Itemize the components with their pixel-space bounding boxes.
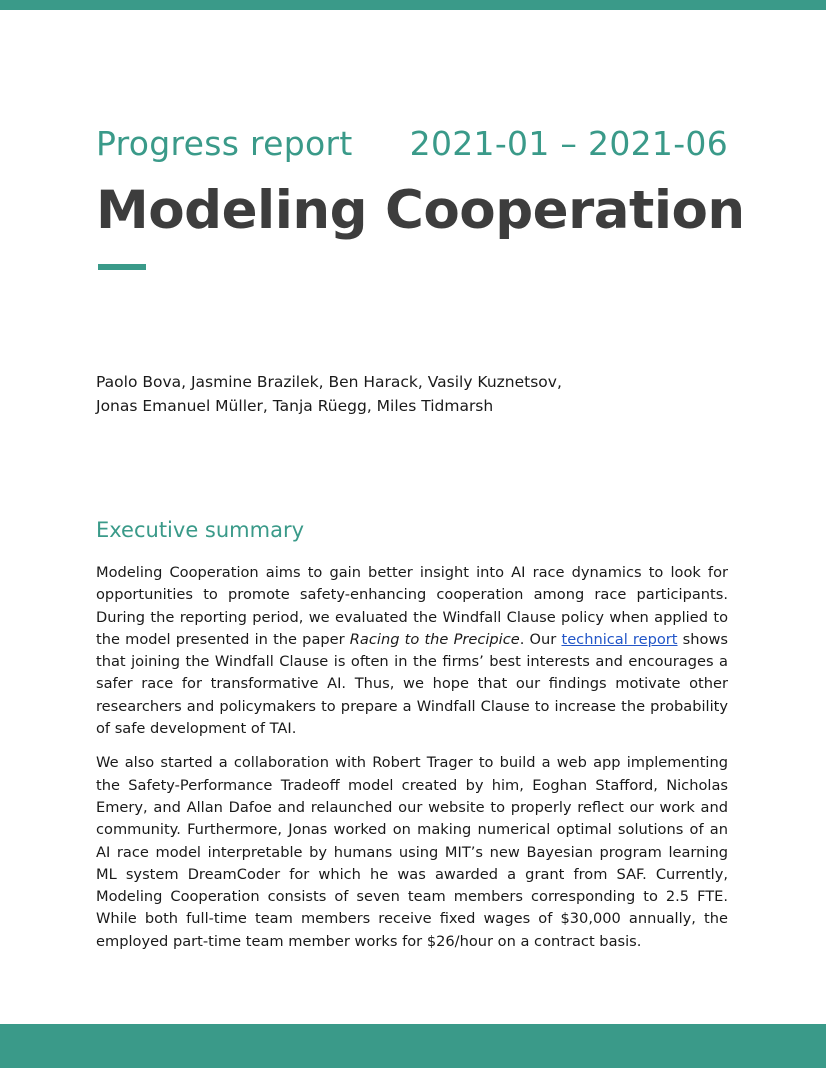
report-label: Progress report — [96, 124, 353, 163]
paragraph-1-text-b: . Our — [519, 630, 562, 648]
section-heading-executive-summary: Executive summary — [96, 518, 305, 542]
author-line-2: Jonas Emanuel Müller, Tanja Rüegg, Miles Tidmarsh — [96, 397, 494, 415]
top-accent-bar — [0, 0, 826, 10]
executive-summary-body — [96, 562, 728, 965]
paper-title: Racing to the Precipice — [349, 630, 520, 648]
author-list — [96, 370, 728, 418]
report-period: 2021-01 – 2021-06 — [409, 124, 728, 163]
title-underline-accent — [98, 264, 146, 270]
technical-report-link[interactable]: technical report — [561, 630, 678, 648]
summary-paragraph-2: We also started a collaboration with Robert Trager to build a web app implementing the Safety-Performance Tradeoff model created by him, Eoghan Stafford, Nicholas Emery, and Allan Dafoe and relaunched our website to properly reflect our work and community. Furthermore, Jonas worked on making numerical optimal solutions of an AI race model interpretable by humans using MIT’s new Bayesian program learning ML system DreamCoder for which he was awarded a grant from SAF. Currently, Modeling Cooperation consists of seven team members corresponding to 2.5 FTE. While both full-time team members receive fixed wages of $30,000 annually, the employed part-time team member works for $26/hour on a contract basis. — [96, 754, 728, 950]
page-title: Modeling Cooperation — [96, 180, 745, 241]
paragraph-1-text-c: shows that joining the Windfall Clause is often in the firms’ best interests and encourages a safer race for transformative AI. Thus, we hope that our findings motivate other researchers and policymakers to prepare a Windfall Clause to increase the probability of safe development of TAI. — [96, 630, 729, 738]
report-header — [96, 124, 728, 163]
bottom-accent-bar — [0, 1024, 826, 1068]
paragraph-1-text-a: Modeling Cooperation aims to gain better insight into AI race dynamics to look for opportunities to promote safety-enhancing cooperation among race participants. During the reporting period, we evaluated the Windfall Clause policy when applied to the model presented in the paper — [96, 564, 728, 648]
summary-paragraph-1 — [96, 562, 728, 740]
author-line-1: Paolo Bova, Jasmine Brazilek, Ben Harack, Vasily Kuznetsov, — [96, 373, 562, 391]
